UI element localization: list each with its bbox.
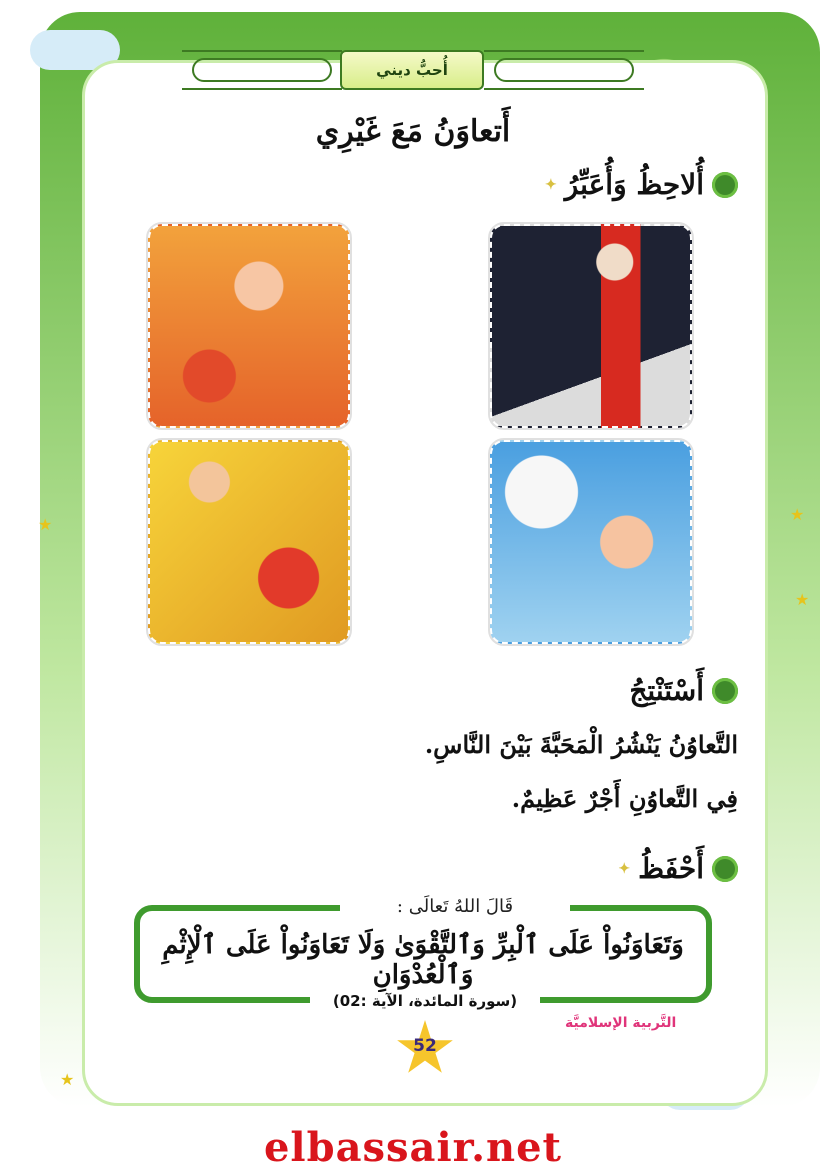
flower-icon (712, 856, 738, 882)
flower-icon (712, 678, 738, 704)
sparkle-icon: ✦ (544, 176, 557, 193)
section-memorize-label: أَحْفَظُ (638, 852, 704, 885)
chapter-banner: أُحبُّ ديني (340, 50, 484, 90)
sparkle-icon: ✦ (618, 860, 631, 877)
star-icon: ★ (790, 505, 805, 524)
section-observe (545, 168, 738, 201)
banner-ornament-left (182, 50, 342, 90)
illustration-helping-mother (148, 224, 350, 428)
star-icon: ★ (38, 515, 53, 534)
section-conclude-label: أَسْتَنْتِجُ (629, 674, 704, 707)
conclusion-line-1: التَّعاوُنُ يَنْشُرُ الْمَحَبَّةَ بَيْنَ النَّاسِ. (424, 730, 738, 759)
subject-label: التَّربية الإسلاميَّة (565, 1015, 677, 1031)
lesson-title: أَتعاوَنُ مَعَ غَيْرِي (315, 114, 511, 149)
website-watermark[interactable]: elbassair.net (263, 1124, 563, 1171)
page-number: 52 (413, 1036, 437, 1056)
section-observe-label: أُلاحِظُ وَأُعَبِّرُ (564, 168, 704, 201)
quran-verse: وَتَعَاوَنُواْ عَلَى ٱلْبِرِّ وَٱلتَّقْوَىٰ وَلَا تَعَاوَنُواْ عَلَى ٱلْإِثْمِ وَٱلْعُدْوَانِ (162, 930, 684, 990)
section-conclude (629, 674, 738, 707)
illustration-helping-elder (490, 224, 692, 428)
illustration-carrying-basket (490, 440, 692, 644)
star-icon: ★ (795, 590, 810, 609)
illustration-helping-friend (148, 440, 350, 644)
banner-ornament-right (484, 50, 644, 90)
flower-icon (712, 172, 738, 198)
conclusion-line-2: فِي التَّعاوُنِ أَجْرٌ عَظِيمٌ. (511, 784, 738, 813)
verse-intro: قَالَ اللهُ تَعالَى : (340, 896, 570, 917)
section-memorize (618, 852, 738, 885)
verse-reference: (سورة المائدة، الآية :02) (310, 992, 540, 1010)
star-icon: ★ (60, 1070, 75, 1089)
